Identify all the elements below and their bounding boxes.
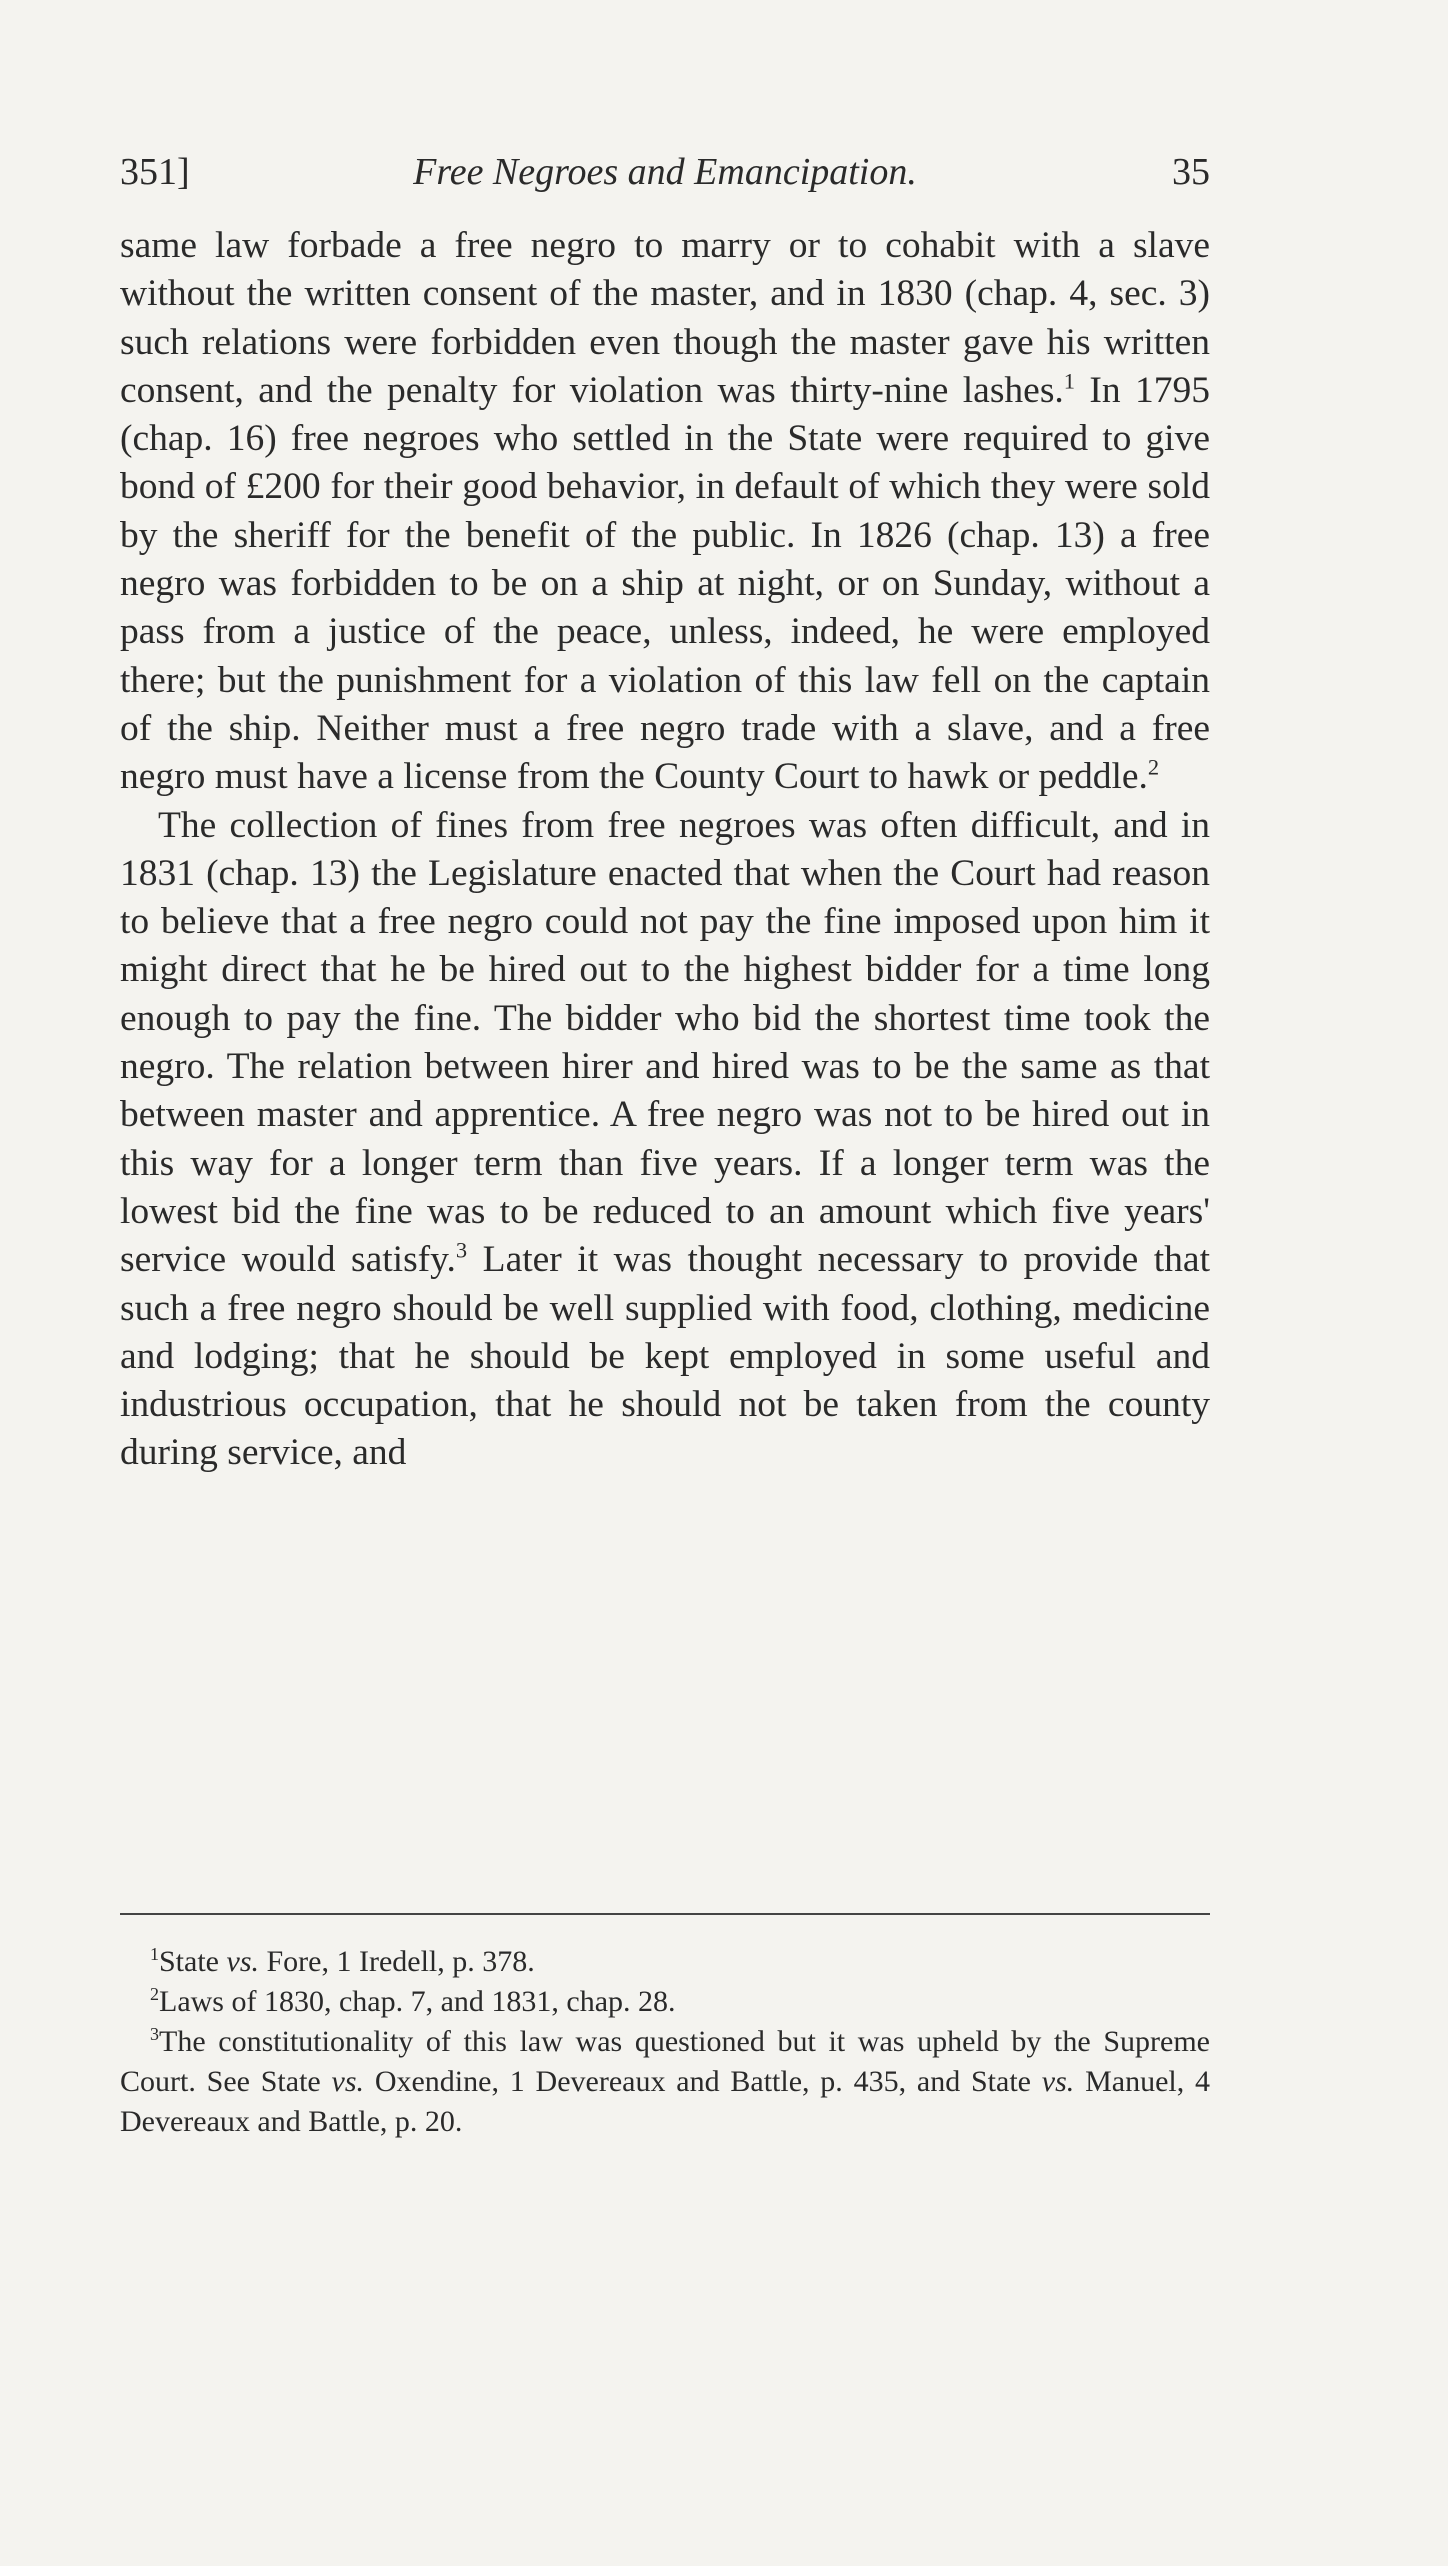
footnote-ref-3[interactable]: 3: [455, 1237, 468, 1263]
footnote-ref-2[interactable]: 2: [1147, 754, 1160, 780]
footnote-2: [120, 1982, 1210, 2022]
running-header: [120, 150, 1210, 200]
paragraph-1-part-a: same law forbade a free negro to marry or to cohabit with a slave without the written consent of the master, and in 1830 (chap. 4, sec. 3) such relations were forbidden even though the master gave his written consent, and the penalty for violation was thirty-nine lashes.: [120, 225, 1210, 411]
footnote-mark-2: 2: [150, 1984, 159, 2005]
footnote-1: [120, 1942, 1210, 1982]
footnote-divider: [120, 1913, 1210, 1915]
footnote-mark-1: 1: [150, 1944, 159, 1965]
running-title: Free Negroes and Emancipation.: [413, 151, 917, 193]
paragraph-2-part-b: Later it was thought necessary to provide that such a free negro should be well supplied with food, clothing, medicine and lodging; that he should be kept employed in some useful and industrious occupation, that he should not be taken from the county during service, and: [120, 1239, 1210, 1474]
footnote-3-text-b: Oxendine, 1 Devereaux and Battle, p. 435, and State: [364, 2065, 1042, 2098]
footnotes: [120, 1942, 1210, 2142]
footnote-ref-1[interactable]: 1: [1063, 368, 1076, 394]
page-range-marker: 351]: [120, 151, 190, 193]
footnote-2-text: Laws of 1830, chap. 7, and 1831, chap. 28.: [159, 1985, 676, 2018]
paragraph-2: [120, 802, 1210, 1478]
page-number: 35: [1172, 151, 1210, 193]
footnote-1-vs: vs.: [226, 1945, 259, 1978]
footnote-1-text-a: State: [159, 1945, 227, 1978]
footnote-1-text-b: Fore, 1 Iredell, p. 378.: [259, 1945, 535, 1978]
paragraph-1-part-b: In 1795 (chap. 16) free negroes who settled in the State were required to give bond of £200 for their good behavior, in default of which they were sold by the sheriff for the benefit of the public. In 1826 (chap. 13) a free negro was forbidden to be on a ship at night, or on Sunday, without a pass from a justice of the peace, unless, indeed, he were employed there; but the punishment for a violation of this law fell on the captain of the ship. Neither must a free negro trade with a slave, and a free negro must have a license from the County Court to hawk or peddle.: [120, 369, 1210, 798]
footnote-3-text-a: The constitutionality of this law was questioned but it was upheld by the Supreme Court. See State: [120, 2025, 1210, 2098]
footnote-mark-3: 3: [150, 2024, 159, 2045]
main-text: [120, 222, 1210, 1478]
paragraph-1: [120, 222, 1210, 802]
paragraph-2-part-a: The collection of fines from free negroes was often difficult, and in 1831 (chap. 13) the Legislature enacted that when the Court had reason to believe that a free negro could not pay the fine imposed upon him it might direct that he be hired out to the highest bidder for a time long enough to pay the fine. The bidder who bid the shortest time took the negro. The relation between hirer and hired was to be the same as that between master and apprentice. A free negro was not to be hired out in this way for a longer term than five years. If a longer term was the lowest bid the fine was to be reduced to an amount which five years' service would satisfy.: [120, 804, 1210, 1281]
footnote-3: [120, 2022, 1210, 2142]
footnote-3-vs-1: vs.: [331, 2065, 365, 2098]
footnote-3-vs-2: vs.: [1041, 2065, 1075, 2098]
footnote-3-text-c: Manuel, 4 Devereaux and Battle, p. 20.: [120, 2065, 1211, 2138]
